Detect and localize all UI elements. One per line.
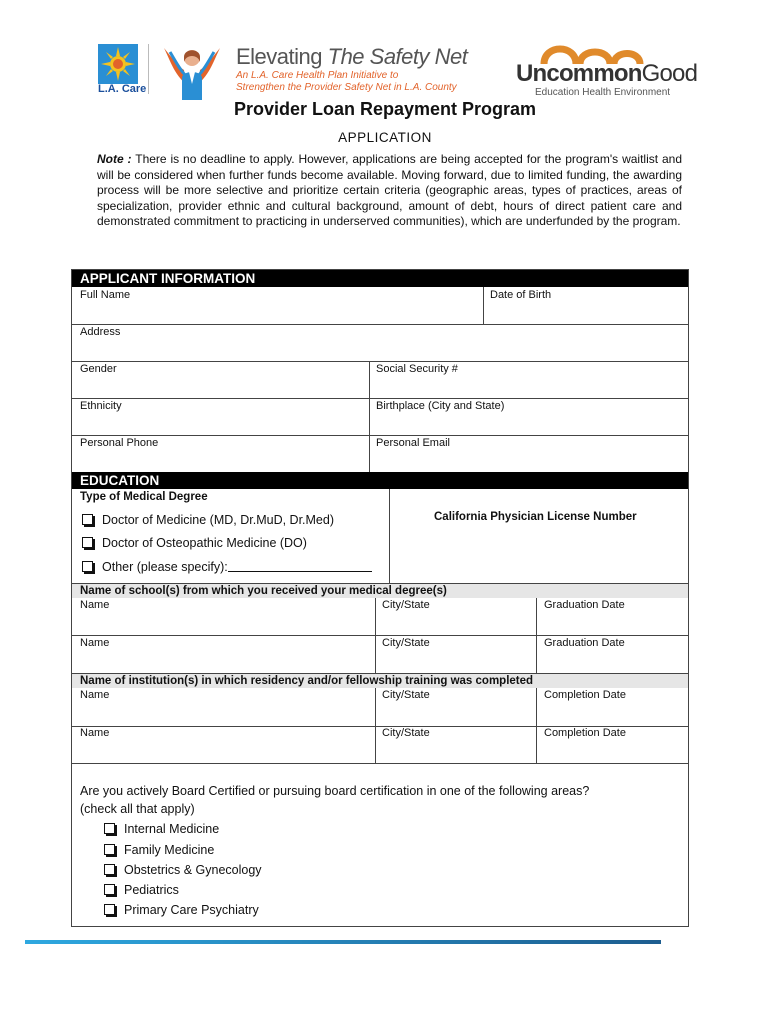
ets-logo-subtitle: An L.A. Care Health Plan Initiative to Strengthen the Provider Safety Net in L.A. County <box>236 70 457 93</box>
la-care-logo <box>98 44 138 84</box>
birthplace-field[interactable]: Birthplace (City and State) <box>376 400 505 412</box>
board-question: Are you actively Board Certified or pursuing board certification in one of the following areas? <box>80 784 590 798</box>
school-section-bar: Name of school(s) from which you received your medical degree(s) <box>72 584 688 598</box>
note-paragraph <box>97 152 682 230</box>
board-instruction: (check all that apply) <box>80 802 195 816</box>
checkbox-icon[interactable] <box>104 904 115 915</box>
checkbox-icon[interactable] <box>82 514 93 525</box>
checkbox-icon[interactable] <box>104 864 115 875</box>
license-number-field[interactable]: California Physician License Number <box>434 511 637 523</box>
completion-date-field-2[interactable]: Completion Date <box>544 727 626 739</box>
degree-option-do[interactable]: Doctor of Osteopathic Medicine (DO) <box>82 536 307 550</box>
institution-city-field-1[interactable]: City/State <box>382 689 430 701</box>
ethnicity-field[interactable]: Ethnicity <box>80 400 122 412</box>
uncommon-good-logo-text: UncommonGood <box>516 60 698 87</box>
winged-doctor-icon <box>160 40 224 102</box>
board-option-obgyn[interactable]: Obstetrics & Gynecology <box>104 863 262 877</box>
ssn-field[interactable]: Social Security # <box>376 363 458 375</box>
residency-section-bar: Name of institution(s) in which residency and/or fellowship training was completed <box>72 674 688 688</box>
footer-accent-bar <box>25 940 661 944</box>
checkbox-icon[interactable] <box>104 823 115 834</box>
checkbox-icon[interactable] <box>104 844 115 855</box>
degree-option-md[interactable]: Doctor of Medicine (MD, Dr.MuD, Dr.Med) <box>82 513 334 527</box>
page-title: Provider Loan Repayment Program <box>233 99 537 119</box>
full-name-field[interactable]: Full Name <box>80 289 131 301</box>
institution-city-field-2[interactable]: City/State <box>382 727 430 739</box>
checkbox-icon[interactable] <box>104 884 115 895</box>
board-option-pediatrics[interactable]: Pediatrics <box>104 883 179 897</box>
page-subtitle: APPLICATION <box>338 130 432 145</box>
checkbox-icon[interactable] <box>82 537 93 548</box>
school-name-field-1[interactable]: Name <box>80 599 110 611</box>
degree-option-other[interactable]: Other (please specify): <box>82 560 372 574</box>
personal-email-field[interactable]: Personal Email <box>376 437 450 449</box>
degree-type-label: Type of Medical Degree <box>80 491 208 503</box>
gender-field[interactable]: Gender <box>80 363 117 375</box>
date-of-birth-field[interactable]: Date of Birth <box>490 289 552 301</box>
application-form <box>71 269 689 927</box>
note-text: There is no deadline to apply. However, applications are being accepted for the program's waitlist and will be considered when further funds become available. Moving forward, due to limited funding, the awarding process will be more selective and prioritize certain criteria (geographic areas, types of practices, areas of specialization, provider ethnic and cultural background, amount of debt, hours of direct patient care and demonstrated commitment to practicing in underserved communities), which are underfunded by the program. <box>97 152 682 228</box>
school-name-field-2[interactable]: Name <box>80 637 110 649</box>
board-option-internal-medicine[interactable]: Internal Medicine <box>104 822 219 836</box>
personal-phone-field[interactable]: Personal Phone <box>80 437 159 449</box>
applicant-info-header: APPLICANT INFORMATION <box>72 270 688 287</box>
education-header: EDUCATION <box>72 472 688 489</box>
institution-name-field-1[interactable]: Name <box>80 689 110 701</box>
checkbox-icon[interactable] <box>82 561 93 572</box>
completion-date-field-1[interactable]: Completion Date <box>544 689 626 701</box>
other-specify-line[interactable] <box>228 560 372 572</box>
note-label: Note : <box>97 152 132 166</box>
school-city-field-2[interactable]: City/State <box>382 637 430 649</box>
school-city-field-1[interactable]: City/State <box>382 599 430 611</box>
graduation-date-field-1[interactable]: Graduation Date <box>544 599 625 611</box>
logo-divider <box>148 44 149 94</box>
graduation-date-field-2[interactable]: Graduation Date <box>544 637 625 649</box>
la-care-logo-text: L.A. Care <box>98 83 147 95</box>
ets-logo-title: Elevating The Safety Net <box>236 44 468 69</box>
board-option-psychiatry[interactable]: Primary Care Psychiatry <box>104 903 259 917</box>
institution-name-field-2[interactable]: Name <box>80 727 110 739</box>
board-option-family-medicine[interactable]: Family Medicine <box>104 843 214 857</box>
uncommon-good-tagline: Education Health Environment <box>535 87 671 98</box>
address-field[interactable]: Address <box>80 326 121 338</box>
